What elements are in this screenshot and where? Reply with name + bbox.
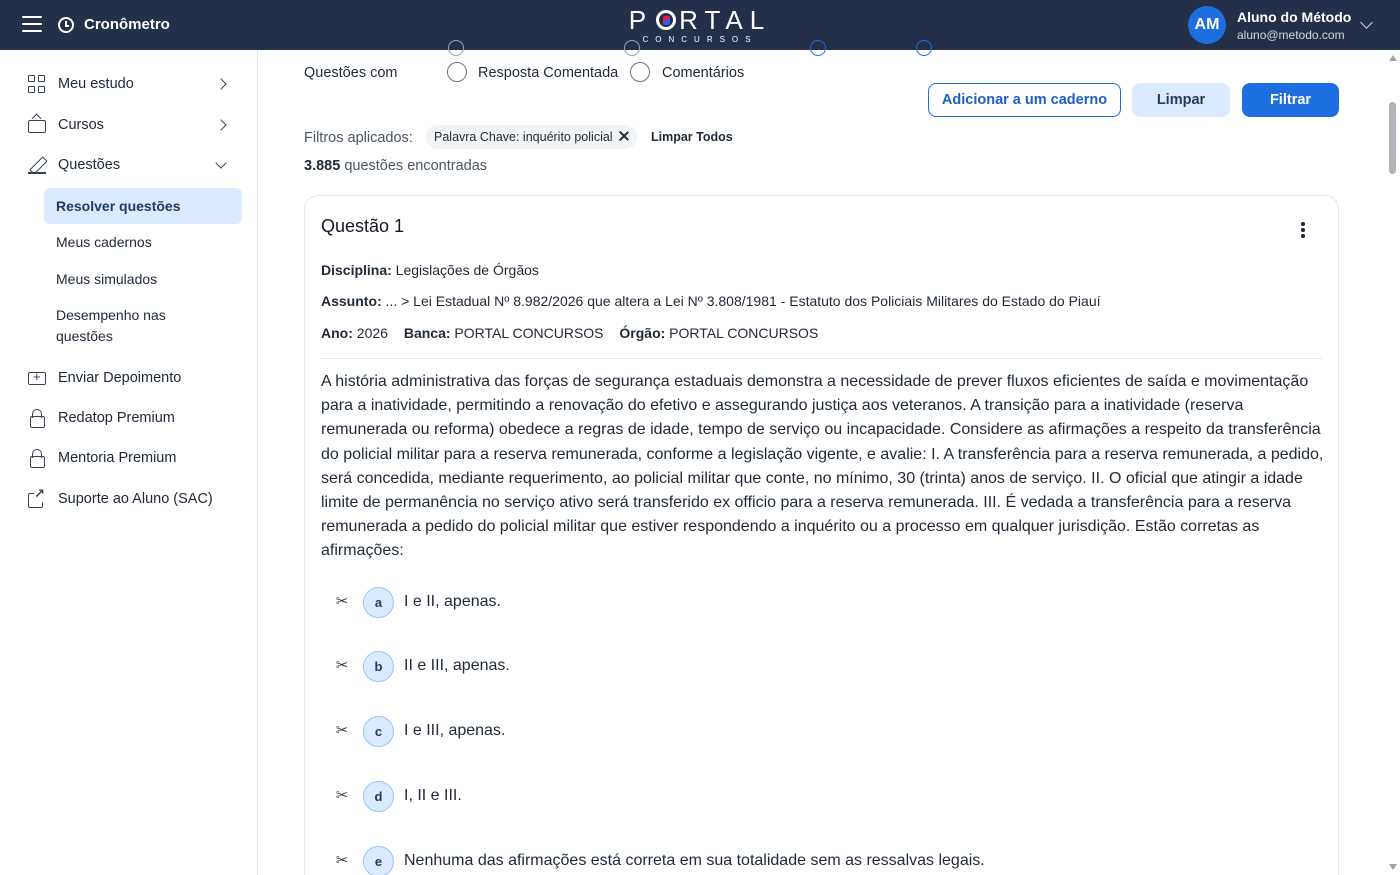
timer-label[interactable]: Cronômetro	[84, 16, 170, 33]
chevron-down-icon	[215, 157, 226, 168]
add-to-notebook-button[interactable]: Adicionar a um caderno	[928, 83, 1121, 117]
scissors-icon[interactable]: ✂	[335, 722, 349, 739]
logo-subtitle: CONCURSOS	[642, 35, 758, 44]
results-count	[304, 158, 487, 174]
option-text[interactable]: I e III, apenas.	[404, 722, 506, 739]
sidebar-item-label: Suporte ao Aluno (SAC)	[58, 491, 213, 507]
question-card	[304, 195, 1339, 875]
sidebar-item-enviar-depoimento[interactable]	[0, 360, 258, 396]
clock-icon[interactable]	[58, 17, 74, 33]
chevron-right-icon	[215, 78, 226, 89]
more-options-icon[interactable]	[1301, 222, 1305, 238]
option-text[interactable]: I, II e III.	[404, 787, 462, 804]
question-meta-row	[321, 325, 818, 341]
logo-text: RTAL	[679, 5, 772, 35]
clear-all-link[interactable]: Limpar Todos	[651, 130, 733, 144]
sidebar-item-mentoria-premium[interactable]	[0, 440, 258, 476]
grid-icon	[28, 75, 46, 93]
results-count-value: 3.885	[304, 158, 341, 174]
sidebar-subitem-meus-simulados[interactable]: Meus simulados	[56, 271, 158, 287]
lock-icon	[28, 449, 46, 467]
filter-chip-label: Palavra Chave: inquérito policial	[434, 130, 613, 144]
avatar[interactable]: AM	[1188, 6, 1226, 44]
partial-radio-row	[448, 40, 1148, 52]
clear-button[interactable]: Limpar	[1132, 83, 1230, 117]
lock-icon	[28, 409, 46, 427]
close-icon[interactable]	[617, 129, 631, 143]
radio-commented-answer[interactable]	[447, 62, 467, 82]
discipline-value: Legislações de Órgãos	[391, 262, 539, 278]
sidebar-item-questoes[interactable]	[0, 147, 258, 183]
pencil-icon	[28, 156, 46, 174]
option-d[interactable]	[333, 781, 1233, 813]
tv-icon	[28, 120, 46, 133]
option-letter[interactable]: e	[363, 846, 394, 875]
scroll-down-arrow-icon[interactable]	[1389, 864, 1397, 870]
question-discipline	[321, 262, 539, 278]
year-label: Ano:	[321, 325, 353, 341]
scissors-icon[interactable]: ✂	[335, 593, 349, 610]
sidebar-item-cursos[interactable]	[0, 107, 258, 143]
divider	[321, 358, 1322, 359]
agency-label: Órgão:	[619, 325, 666, 341]
discipline-label: Disciplina:	[321, 262, 392, 278]
results-count-suffix: questões encontradas	[340, 158, 488, 174]
scroll-up-arrow-icon[interactable]	[1389, 55, 1397, 61]
option-letter[interactable]: d	[363, 781, 394, 812]
sidebar-item-label: Redatop Premium	[58, 410, 175, 426]
filter-chip	[426, 125, 637, 149]
sidebar-item-suporte[interactable]	[0, 481, 258, 517]
scissors-icon[interactable]: ✂	[335, 787, 349, 804]
sidebar-item-label: Enviar Depoimento	[58, 370, 182, 386]
scissors-icon[interactable]: ✂	[335, 852, 349, 869]
sidebar-item-meu-estudo[interactable]	[0, 66, 258, 102]
applied-filters-label: Filtros aplicados:	[304, 130, 413, 146]
question-statement: A história administrativa das forças de segurança estaduais demonstra a necessidade de prever fluxos eficientes de saída e movimentação para a inatividade, permitindo a renovação do efetivo e assegurando justiça aos veteranos. A transição para a inatividade (reserva remunerada ou reforma) obedece a regras de idade, tempo de serviço ou incapacidade. Considere as afirmações a respeito da transferência do policial militar para a reserva remunerada, conforme a legislação vigente, e avalie: I. A transferência para a reserva remunerada, a pedido, será concedida, mediante requerimento, ao policial militar que conte, no mínimo, 30 (trinta) anos de serviço. II. O oficial que atingir a idade limite de permanência no serviço ativo será transferido ex officio para a reserva remunerada. III. É vedada a transferência para a reserva remunerada a pedido do policial militar que estiver respondendo a inquérito ou a processo em qualquer jurisdição. Estão corretas as afirmações:	[321, 373, 1324, 560]
filter-button[interactable]: Filtrar	[1242, 83, 1339, 117]
user-email[interactable]: aluno@metodo.com	[1237, 28, 1345, 42]
chevron-down-icon[interactable]	[1360, 16, 1373, 29]
sidebar-item-label: Meu estudo	[58, 76, 134, 92]
sidebar-item-label: Questões	[58, 157, 121, 173]
message-plus-icon	[28, 372, 46, 385]
logo-letter: P	[628, 5, 654, 35]
agency-value: PORTAL CONCURSOS	[665, 325, 819, 341]
main-content	[258, 50, 1386, 875]
board-label: Banca:	[403, 325, 451, 341]
external-link-icon	[28, 493, 43, 508]
option-e[interactable]	[333, 846, 1233, 875]
year-value: 2026	[352, 325, 388, 341]
subject-label: Assunto:	[321, 293, 382, 309]
board-value: PORTAL CONCURSOS	[450, 325, 604, 341]
sidebar-subitem-desempenho[interactable]: Desempenho nas questões	[56, 307, 166, 344]
option-letter[interactable]: b	[363, 651, 394, 682]
option-text[interactable]: Nenhuma das afirmações está correta em sua totalidade sem as ressalvas legais.	[404, 852, 985, 869]
radio-comments-label[interactable]: Comentários	[662, 65, 745, 81]
portal-logo[interactable]	[600, 6, 800, 44]
option-letter[interactable]: c	[363, 716, 394, 747]
logo-o-icon	[656, 10, 676, 30]
option-b[interactable]	[333, 651, 1233, 683]
sidebar-item-label: Cursos	[58, 117, 104, 133]
option-text[interactable]: I e II, apenas.	[404, 593, 501, 610]
radio-comments[interactable]	[630, 62, 650, 82]
scissors-icon[interactable]: ✂	[335, 657, 349, 674]
question-title: Questão 1	[321, 216, 405, 236]
radio-commented-answer-label[interactable]: Resposta Comentada	[478, 65, 619, 81]
option-a[interactable]	[333, 587, 1233, 619]
sidebar-subitem-resolver-questoes[interactable]: Resolver questões	[44, 188, 242, 224]
chevron-right-icon	[215, 119, 226, 130]
scroll-thumb[interactable]	[1389, 102, 1396, 174]
sidebar-subitem-meus-cadernos[interactable]: Meus cadernos	[56, 234, 152, 250]
sidebar-item-redatop-premium[interactable]	[0, 400, 258, 436]
question-subject	[321, 293, 1101, 309]
menu-icon[interactable]	[22, 16, 42, 34]
option-letter[interactable]: a	[363, 587, 394, 618]
option-c[interactable]	[333, 716, 1233, 748]
questions-with-label: Questões com	[304, 65, 398, 81]
sidebar-item-label: Mentoria Premium	[58, 450, 177, 466]
scrollbar[interactable]	[1386, 50, 1400, 875]
option-text[interactable]: II e III, apenas.	[404, 657, 510, 674]
sidebar	[0, 50, 258, 875]
user-name[interactable]: Aluno do Método	[1237, 9, 1352, 25]
subject-value: ... > Lei Estadual Nº 8.982/2026 que altera a Lei Nº 3.808/1981 - Estatuto dos Policiais Militares do Estado do Piauí	[381, 293, 1101, 309]
